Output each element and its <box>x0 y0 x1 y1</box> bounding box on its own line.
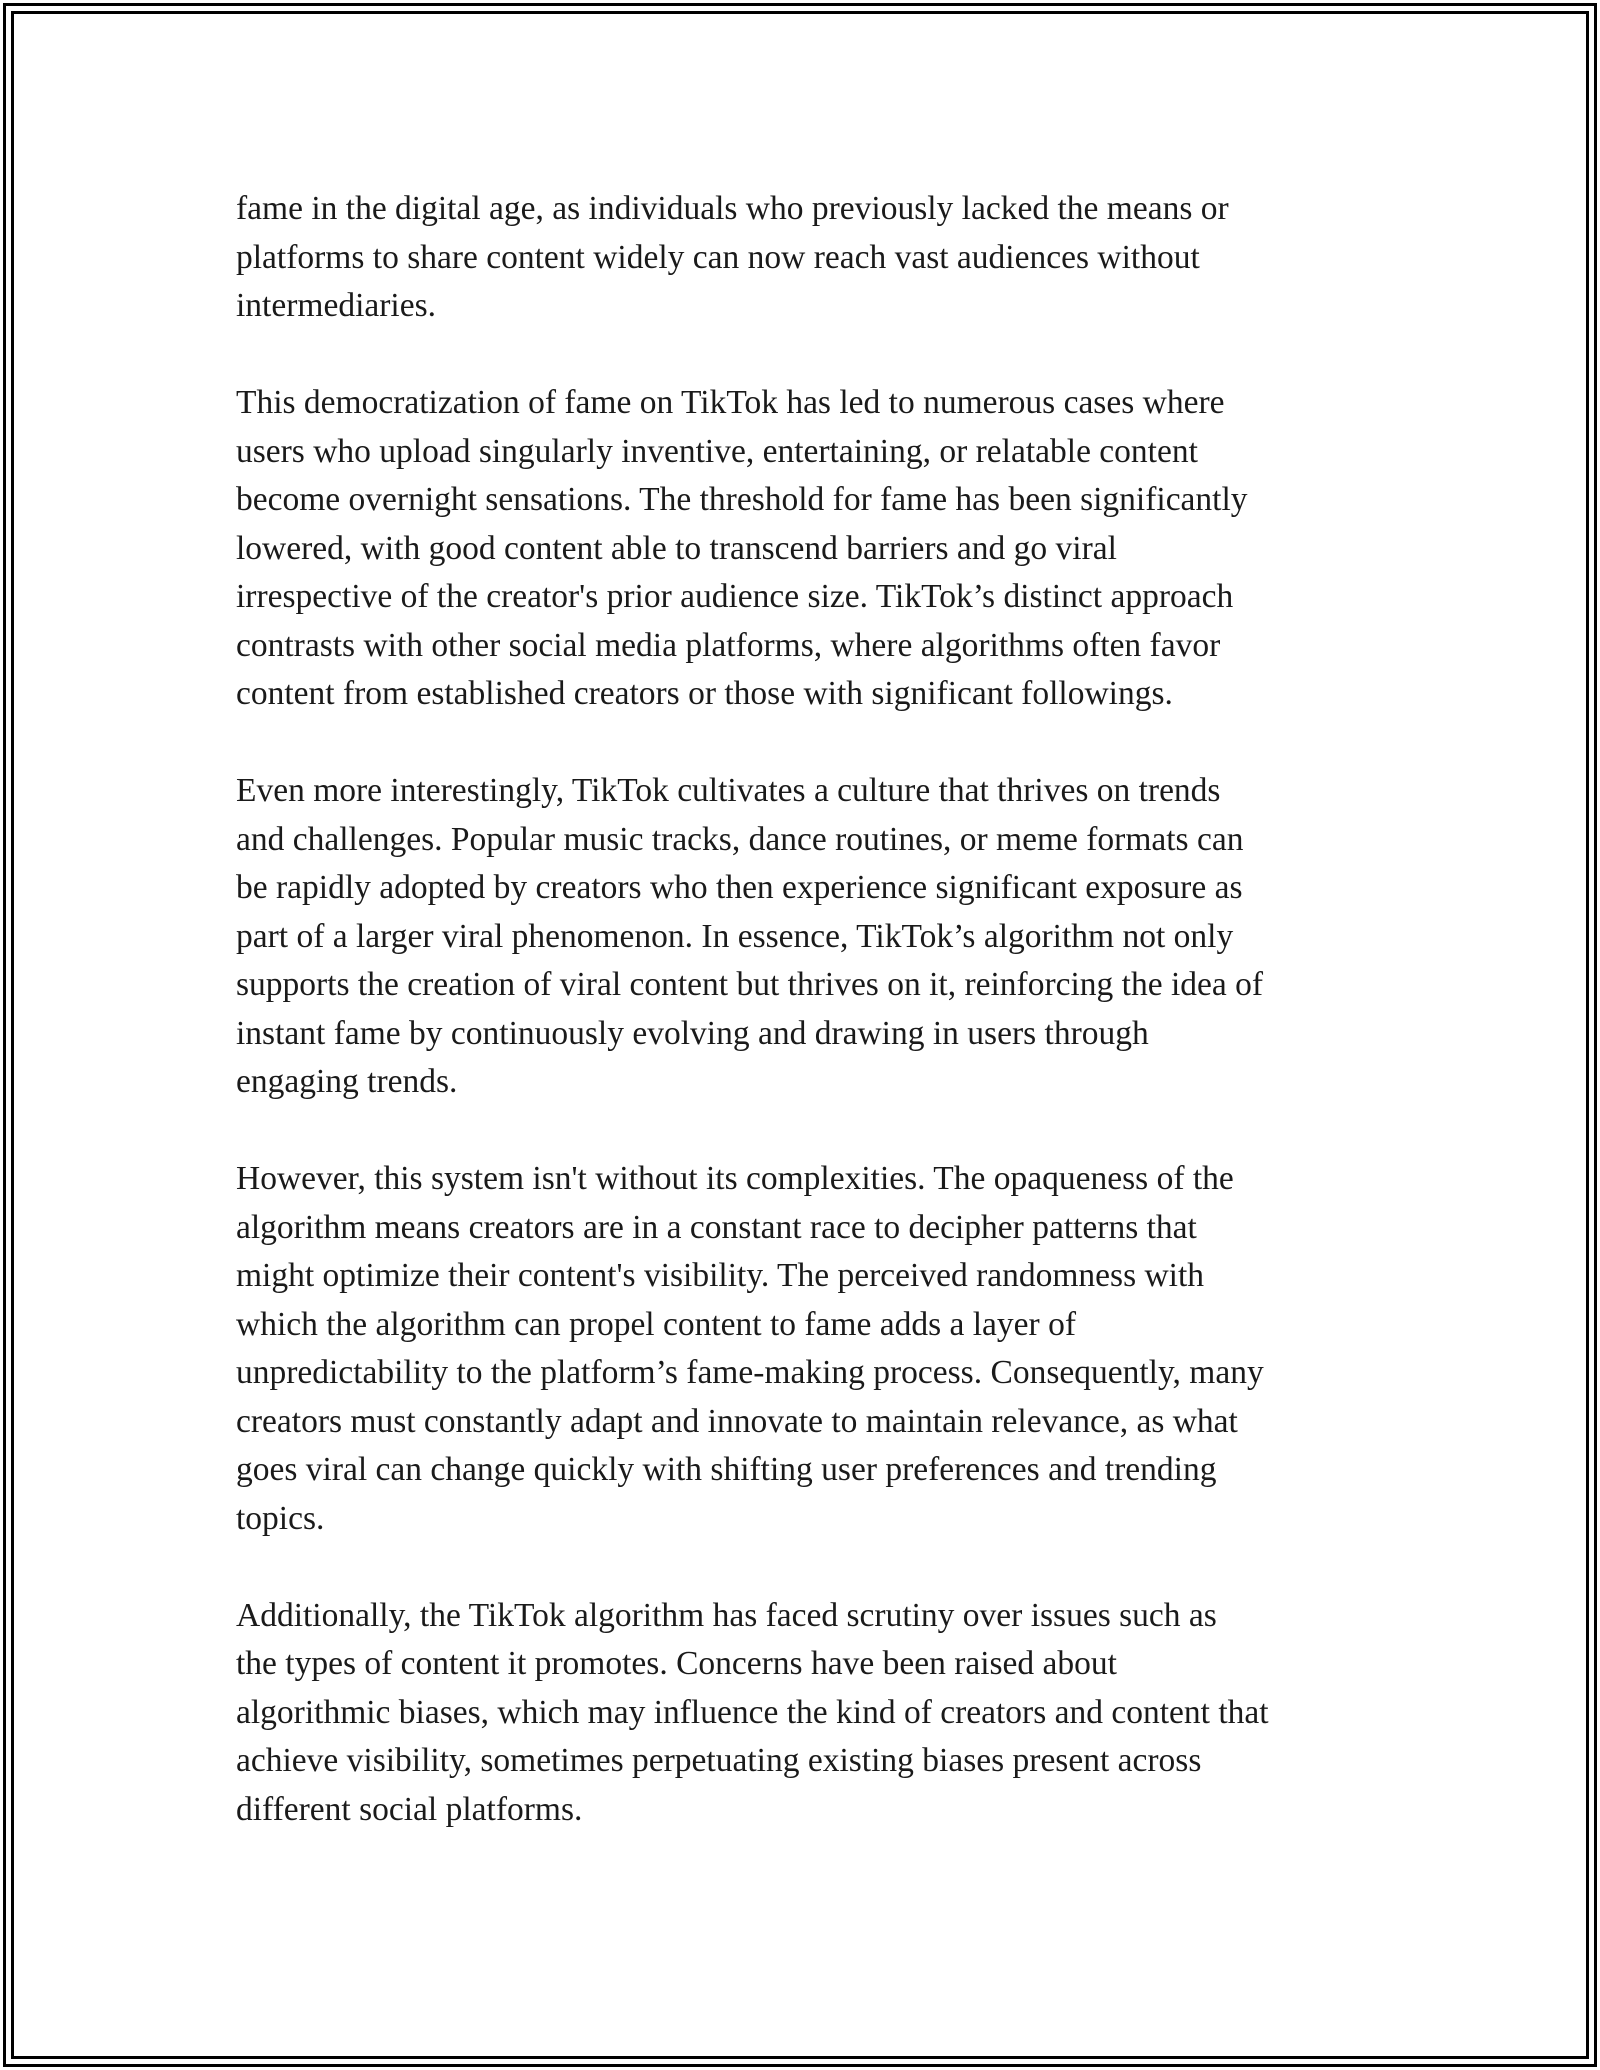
text-line: supports the creation of viral content but thrives on it, reinforcing the idea of <box>236 966 1264 1003</box>
text-line: achieve visibility, sometimes perpetuating existing biases present across <box>236 1742 1202 1779</box>
text-line: This democratization of fame on TikTok has led to numerous cases where <box>236 384 1225 421</box>
text-line: algorithm means creators are in a constant race to decipher patterns that <box>236 1208 1197 1246</box>
text-line: different social platforms. <box>236 1790 583 1828</box>
paragraph-4 <box>236 1155 1386 1543</box>
document-body <box>236 185 1386 1834</box>
text-line: which the algorithm can propel content to fame adds a layer of <box>236 1305 1076 1343</box>
text-line: fame in the digital age, as individuals who previously lacked the means or <box>236 190 1229 227</box>
text-line: might optimize their content's visibility. The perceived randomness with <box>236 1257 1205 1294</box>
text-line: unpredictability to the platform’s fame-making process. Consequently, many <box>236 1354 1264 1391</box>
text-line: content from established creators or those with significant followings. <box>236 675 1173 712</box>
text-line: and challenges. Popular music tracks, dance routines, or meme formats can <box>236 820 1244 858</box>
text-line: become overnight sensations. The threshold for fame has been significantly <box>236 481 1248 518</box>
text-line: algorithmic biases, which may influence the kind of creators and content that <box>236 1693 1269 1731</box>
text-line: irrespective of the creator's prior audience size. TikTok’s distinct approach <box>236 578 1234 615</box>
text-line: the types of content it promotes. Concerns have been raised about <box>236 1645 1117 1682</box>
text-line: instant fame by continuously evolving and drawing in users through <box>236 1014 1149 1052</box>
text-line: lowered, with good content able to transcend barriers and go viral <box>236 529 1117 567</box>
paragraph-5 <box>236 1592 1386 1835</box>
text-line: Additionally, the TikTok algorithm has faced scrutiny over issues such as <box>236 1596 1217 1634</box>
text-line: Even more interestingly, TikTok cultivates a culture that thrives on trends <box>236 772 1221 809</box>
text-line: creators must constantly adapt and innovate to maintain relevance, as what <box>236 1402 1238 1440</box>
paragraph-3 <box>236 767 1386 1107</box>
text-line: contrasts with other social media platforms, where algorithms often favor <box>236 626 1221 664</box>
text-line: topics. <box>236 1499 325 1537</box>
text-line: be rapidly adopted by creators who then experience significant exposure as <box>236 869 1243 906</box>
text-line: intermediaries. <box>236 287 436 324</box>
text-line: goes viral can change quickly with shifting user preferences and trending <box>236 1451 1217 1488</box>
paragraph-2 <box>236 379 1386 719</box>
text-line: part of a larger viral phenomenon. In essence, TikTok’s algorithm not only <box>236 917 1234 955</box>
text-line: However, this system isn't without its complexities. The opaqueness of the <box>236 1160 1234 1197</box>
paragraph-1 <box>236 185 1386 331</box>
text-line: engaging trends. <box>236 1063 458 1100</box>
text-line: platforms to share content widely can now reach vast audiences without <box>236 238 1200 276</box>
text-line: users who upload singularly inventive, entertaining, or relatable content <box>236 432 1198 470</box>
